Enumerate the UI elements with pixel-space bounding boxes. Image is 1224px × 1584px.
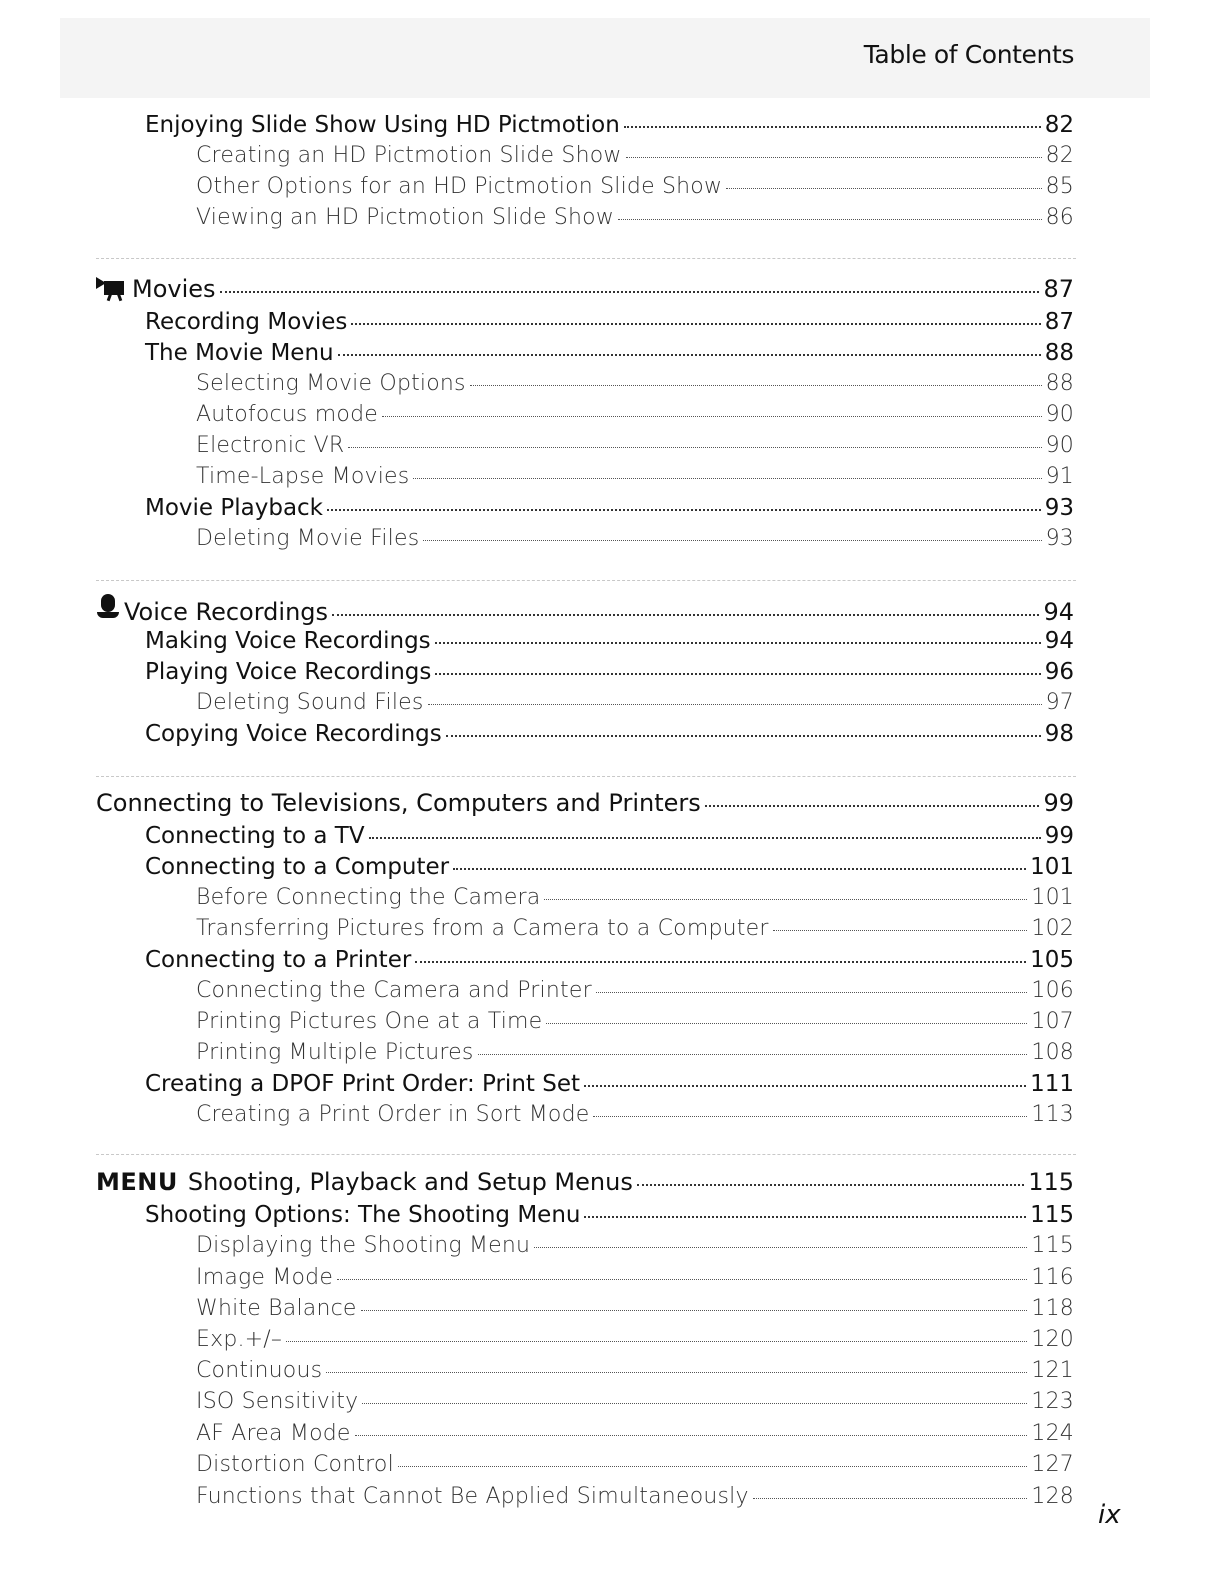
toc-entry-text: Before Connecting the Camera <box>196 885 541 910</box>
toc-entry-text: Making Voice Recordings <box>145 628 431 654</box>
toc-subsection-entry[interactable] <box>196 978 1074 1003</box>
toc-page-number: 86 <box>1045 205 1074 230</box>
toc-entry-text: Creating a DPOF Print Order: Print Set <box>145 1071 581 1097</box>
toc-entry-title <box>145 1071 580 1097</box>
toc-entry-text: Connecting the Camera and Printer <box>196 978 592 1003</box>
section-divider <box>96 1154 1076 1155</box>
toc-page-number: 121 <box>1031 1358 1074 1383</box>
toc-subsection-entry[interactable] <box>196 402 1074 427</box>
toc-entry-title <box>196 978 592 1003</box>
dot-leader <box>348 447 1041 448</box>
toc-page-number: 106 <box>1031 978 1074 1003</box>
toc-entry-title <box>196 174 722 199</box>
dot-leader <box>705 805 1040 807</box>
toc-section-entry[interactable] <box>145 947 1074 973</box>
toc-entry-title <box>196 1102 589 1127</box>
toc-page-number: 82 <box>1045 143 1074 168</box>
toc-section-entry[interactable] <box>145 112 1074 138</box>
toc-entry-text: AF Area Mode <box>196 1421 351 1446</box>
toc-entry-text: Displaying the Shooting Menu <box>196 1233 531 1258</box>
dot-leader <box>546 1023 1027 1024</box>
toc-entry-title <box>145 340 334 366</box>
dot-leader <box>362 1403 1027 1404</box>
toc-page-number: 90 <box>1045 402 1074 427</box>
toc-entry-title <box>96 275 216 303</box>
toc-page-number: 94 <box>1044 628 1074 654</box>
toc-entry-text: Electronic VR <box>196 433 345 458</box>
toc-page-number: 91 <box>1045 464 1074 489</box>
toc-entry-title <box>196 1040 474 1065</box>
toc-entry-title <box>196 916 769 941</box>
toc-page-number: 115 <box>1028 1168 1074 1196</box>
toc-entry-text: White Balance <box>196 1296 357 1321</box>
section-divider <box>96 258 1076 259</box>
toc-entry-title <box>145 721 442 747</box>
toc-section-entry[interactable] <box>145 1071 1074 1097</box>
toc-entry-text: Deleting Sound Files <box>196 690 424 715</box>
toc-entry-title <box>196 1421 351 1446</box>
toc-entry-title <box>145 1202 580 1228</box>
toc-entry-title <box>145 495 323 521</box>
toc-page-number: 113 <box>1031 1102 1074 1127</box>
toc-subsection-entry[interactable] <box>196 690 1074 715</box>
movie-camera-icon <box>96 277 126 297</box>
dot-leader <box>470 385 1042 386</box>
toc-entry-title <box>196 690 424 715</box>
toc-subsection-entry[interactable] <box>196 1389 1074 1414</box>
toc-entry-text: Selecting Movie Options <box>196 371 466 396</box>
toc-entry-title <box>196 1327 282 1352</box>
toc-subsection-entry[interactable] <box>196 174 1074 199</box>
toc-entry-title <box>196 464 409 489</box>
toc-page-number: 120 <box>1031 1327 1074 1352</box>
toc-chapter-entry[interactable] <box>96 1168 1074 1196</box>
toc-chapter-entry[interactable] <box>96 789 1074 817</box>
dot-leader <box>726 188 1041 189</box>
dot-leader <box>584 1216 1026 1218</box>
toc-entry-title <box>196 1389 358 1414</box>
dot-leader <box>220 291 1040 293</box>
toc-page-number: 87 <box>1044 309 1074 335</box>
toc-entry-text: Printing Multiple Pictures <box>196 1040 474 1065</box>
toc-subsection-entry[interactable] <box>196 1327 1074 1352</box>
toc-entry-title <box>196 1296 357 1321</box>
toc-page-number: 99 <box>1043 789 1074 817</box>
toc-page-number: 87 <box>1043 275 1074 303</box>
toc-subsection-entry[interactable] <box>196 1009 1074 1034</box>
dot-leader <box>332 614 1039 616</box>
toc-page-number: 123 <box>1031 1389 1074 1414</box>
dot-leader <box>753 1498 1028 1499</box>
toc-entry-title <box>196 1358 322 1383</box>
toc-entry-title <box>145 823 365 849</box>
toc-entry-text: Exp.+/– <box>196 1327 283 1352</box>
toc-entry-text: Creating a Print Order in Sort Mode <box>196 1102 590 1127</box>
toc-subsection-entry[interactable] <box>196 143 1074 168</box>
toc-page-number: 93 <box>1044 495 1074 521</box>
dot-leader <box>584 1085 1026 1087</box>
toc-entry-title <box>196 205 614 230</box>
dot-leader <box>286 1341 1027 1342</box>
toc-page-number: 98 <box>1044 721 1074 747</box>
toc-page-number: 127 <box>1031 1452 1074 1477</box>
toc-entry-text: Printing Pictures One at a Time <box>196 1009 543 1034</box>
toc-subsection-entry[interactable] <box>196 1296 1074 1321</box>
toc-page-number: 115 <box>1031 1233 1074 1258</box>
toc-section-entry[interactable] <box>145 1202 1074 1228</box>
toc-entry-text: Recording Movies <box>145 309 348 335</box>
toc-entry-text: Movie Playback <box>145 495 324 521</box>
toc-entry-text: Deleting Movie Files <box>196 526 420 551</box>
toc-subsection-entry[interactable] <box>196 1102 1074 1127</box>
toc-entry-title <box>145 309 347 335</box>
toc-section-entry[interactable] <box>145 659 1074 685</box>
dot-leader <box>453 868 1026 870</box>
toc-entry-title <box>145 628 431 654</box>
dot-leader <box>338 354 1041 356</box>
toc-entry-text: Continuous <box>196 1358 323 1383</box>
toc-entry-title <box>145 112 620 138</box>
toc-section-entry[interactable] <box>145 495 1074 521</box>
dot-leader <box>544 899 1027 900</box>
toc-subsection-entry[interactable] <box>196 464 1074 489</box>
toc-page-number: 105 <box>1030 947 1074 973</box>
toc-entry-text: Connecting to a TV <box>145 823 365 849</box>
toc-entry-text: Autofocus mode <box>196 402 378 427</box>
toc-page-number: 102 <box>1031 916 1074 941</box>
dot-leader <box>382 416 1042 417</box>
dot-leader <box>446 735 1041 737</box>
toc-page-number: 107 <box>1031 1009 1074 1034</box>
toc-entry-text: Other Options for an HD Pictmotion Slide Show <box>196 174 723 199</box>
toc-entry-text: Connecting to Televisions, Computers and Printers <box>96 789 701 817</box>
page-title: Table of Contents <box>863 40 1074 69</box>
toc-entry-title <box>96 789 701 817</box>
dot-leader <box>596 992 1028 993</box>
toc-entry-text: Movies <box>132 275 216 303</box>
toc-subsection-entry[interactable] <box>196 1421 1074 1446</box>
toc-page-number: 96 <box>1044 659 1074 685</box>
toc-section-entry[interactable] <box>145 721 1074 747</box>
toc-entry-title <box>145 659 431 685</box>
toc-section-entry[interactable] <box>145 854 1074 880</box>
toc-entry-text: Shooting Options: The Shooting Menu <box>145 1202 581 1228</box>
toc-entry-text: Shooting, Playback and Setup Menus <box>187 1168 633 1196</box>
menu-icon: MENU <box>96 1168 178 1196</box>
toc-section-entry[interactable] <box>145 340 1074 366</box>
toc-entry-title <box>145 854 449 880</box>
dot-leader <box>435 642 1041 644</box>
toc-page-number: 88 <box>1045 371 1074 396</box>
toc-page-number: 101 <box>1031 885 1074 910</box>
toc-entry-title <box>196 371 466 396</box>
toc-subsection-entry[interactable] <box>196 205 1074 230</box>
dot-leader <box>337 1279 1027 1280</box>
dot-leader <box>435 673 1040 675</box>
toc-entry-text: Image Mode <box>196 1265 334 1290</box>
toc-entry-text: Viewing an HD Pictmotion Slide Show <box>196 205 615 230</box>
toc-entry-title <box>196 1009 542 1034</box>
toc-entry-text: Transferring Pictures from a Camera to a Computer <box>196 916 769 941</box>
dot-leader <box>626 157 1042 158</box>
toc-entry-text: Distortion Control <box>196 1452 394 1477</box>
toc-page-number: 99 <box>1044 823 1074 849</box>
toc-page-number: 124 <box>1031 1421 1074 1446</box>
toc-entry-text: Time-Lapse Movies <box>196 464 410 489</box>
toc-entry-text: Functions that Cannot Be Applied Simultaneously <box>196 1484 749 1509</box>
toc-page-number: 128 <box>1031 1484 1074 1509</box>
toc-page-number: 101 <box>1030 854 1074 880</box>
dot-leader <box>478 1054 1028 1055</box>
toc-page-number: 116 <box>1031 1265 1074 1290</box>
toc-subsection-entry[interactable] <box>196 885 1074 910</box>
toc-chapter-entry[interactable] <box>96 594 1074 626</box>
toc-subsection-entry[interactable] <box>196 916 1074 941</box>
toc-subsection-entry[interactable] <box>196 1484 1074 1509</box>
toc-page-number: 82 <box>1044 112 1074 138</box>
dot-leader <box>327 509 1041 511</box>
toc-page-number: 115 <box>1030 1202 1074 1228</box>
toc-entry-title <box>145 947 411 973</box>
toc-subsection-entry[interactable] <box>196 526 1074 551</box>
microphone-icon <box>96 594 120 620</box>
dot-leader <box>423 540 1041 541</box>
toc-entry-title <box>196 885 540 910</box>
toc-chapter-entry[interactable] <box>96 275 1074 303</box>
toc-entry-text: ISO Sensitivity <box>196 1389 359 1414</box>
dot-leader <box>361 1310 1028 1311</box>
toc-entry-title <box>96 1168 633 1196</box>
toc-subsection-entry[interactable] <box>196 1452 1074 1477</box>
dot-leader <box>351 323 1040 325</box>
toc-page-number: 108 <box>1031 1040 1074 1065</box>
toc-entry-title <box>196 1265 333 1290</box>
dot-leader <box>413 478 1041 479</box>
toc-subsection-entry[interactable] <box>196 1040 1074 1065</box>
dot-leader <box>398 1466 1028 1467</box>
toc-entry-title <box>196 1484 749 1509</box>
section-divider <box>96 776 1076 777</box>
toc-page-number: 90 <box>1045 433 1074 458</box>
toc-entry-title <box>196 143 622 168</box>
toc-subsection-entry[interactable] <box>196 1265 1074 1290</box>
dot-leader <box>326 1372 1027 1373</box>
toc-page-number: 94 <box>1043 598 1074 626</box>
toc-entry-title <box>196 1233 530 1258</box>
toc-entry-title <box>196 402 378 427</box>
toc-entry-text: Connecting to a Computer <box>145 854 450 880</box>
toc-page-number: 88 <box>1044 340 1074 366</box>
toc-page-number: 97 <box>1045 690 1074 715</box>
toc-subsection-entry[interactable] <box>196 433 1074 458</box>
section-divider <box>96 580 1076 581</box>
dot-leader <box>355 1435 1028 1436</box>
toc-section-entry[interactable] <box>145 628 1074 654</box>
toc-entry-title <box>196 1452 394 1477</box>
page-number: ix <box>1098 1500 1121 1530</box>
toc-entry-text: Connecting to a Printer <box>145 947 412 973</box>
toc-entry-title <box>196 433 344 458</box>
toc-page-number: 111 <box>1030 1071 1074 1097</box>
toc-entry-text: Playing Voice Recordings <box>145 659 432 685</box>
dot-leader <box>773 930 1028 931</box>
toc-section-entry[interactable] <box>145 309 1074 335</box>
toc-entry-text: Creating an HD Pictmotion Slide Show <box>196 143 622 168</box>
toc-subsection-entry[interactable] <box>196 371 1074 396</box>
toc-subsection-entry[interactable] <box>196 1233 1074 1258</box>
toc-entry-text: The Movie Menu <box>145 340 334 366</box>
toc-subsection-entry[interactable] <box>196 1358 1074 1383</box>
toc-entry-title <box>96 594 328 626</box>
toc-page-number: 93 <box>1045 526 1074 551</box>
toc-section-entry[interactable] <box>145 823 1074 849</box>
dot-leader <box>415 961 1026 963</box>
toc-entry-title <box>196 526 419 551</box>
dot-leader <box>534 1247 1027 1248</box>
toc-page-number: 85 <box>1045 174 1074 199</box>
dot-leader <box>428 704 1042 705</box>
dot-leader <box>593 1116 1027 1117</box>
dot-leader <box>624 126 1041 128</box>
dot-leader <box>369 837 1041 839</box>
toc-entry-text: Voice Recordings <box>124 598 329 626</box>
dot-leader <box>637 1184 1024 1186</box>
toc-page-number: 118 <box>1031 1296 1074 1321</box>
toc-entry-text: Copying Voice Recordings <box>145 721 442 747</box>
toc-entry-text: Enjoying Slide Show Using HD Pictmotion <box>145 112 620 138</box>
dot-leader <box>618 219 1042 220</box>
